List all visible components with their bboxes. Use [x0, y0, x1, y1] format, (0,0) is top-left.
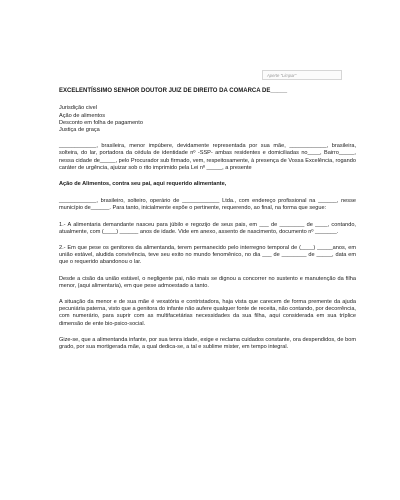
clear-hint-stamp: Aperte "Limpar"	[262, 70, 342, 80]
paragraph-4: A situação da menor e de sua mãe é vexatória e contristadora, haja vista que carecem de forma premente da ajuda pecuniária paterna, visto que a genitora do infante não aufere qualquer fonte de receita, não contando, por decorrência, com numerário, para suprir com as multifacetárias necessidades da sua filha, aqui considerada em sua tríplice dimensão de ente bio-psico-social.	[59, 299, 356, 327]
paragraph-1: 1.- A alimentaria demandante nasceu para júbilo e regozijo de seus pais, em ___ de ________ de ____, contando, atualmente, com (____) ______ anos de idade. Vide em anexo, assento de nascimento, documento nº _______.	[59, 221, 356, 235]
paragraph-5: Gize-se, que a alimentanda infante, por sua tenra idade, exige e reclama cuidados constante, ora despendidos, de bom grado, por sua mortigerada mãe, a qual dedica-se, a tal e sublime mister, em tempo integral.	[59, 336, 356, 351]
defendant-paragraph: ____________, brasileiro, solteiro, operário de ____________ Ltda., com endereço profissional na ______, nesse município de______. Para tanto, inicialmente expõe o pertinente, requerendo, ao final, na forma que segue:	[59, 198, 356, 212]
section-title: Ação de Alimentos, contra seu pai, aqui requerido alimentante,	[59, 181, 227, 188]
meta-justice: Justiça de graça	[59, 127, 100, 134]
document-heading: EXCELENTÍSSIMO SENHOR DOUTOR JUIZ DE DIREITO DA COMARCA DE_____	[59, 88, 288, 94]
meta-jurisdiction: Jurisdição civel	[59, 105, 97, 112]
meta-action: Ação de alimentos	[59, 112, 106, 119]
paragraph-3: Desde a cisão da união estável, o negligente pai, não mais se dignou a concorrer no sustento e manutenção da filha menor, (aqui alimentaria), em que pese admoestado a tanto.	[59, 275, 356, 289]
meta-payroll: Desconto em folha de pagamento	[59, 119, 143, 126]
intro-paragraph: ____________, brasileira, menor impúbere, devidamente representada por sua mãe, ____________, brasileira, solteira, do lar, portadora da cédula de identidade nº -SSP- ambas residentes e domiciliadas no____, Bairro_____, nessa cidade de_____, pelo Procurador sub firmado, vem, respeitosamente, à presença de Vossa Excelência, rogando caráter de urgência, ajuizar sob o rito imprimido pela Lei nº _____, a presente	[59, 143, 356, 171]
paragraph-2: 2.- Em que pese os genitores da alimentanda, terem permanecido pelo interregno temporal de (____) _____anos, em união estável, aludida convivência, teve seu exito no mundo fenomênico, no dia ___ de ________ de _____, data em que o requerido abandonou o lar.	[59, 245, 356, 266]
case-metadata	[59, 105, 356, 134]
